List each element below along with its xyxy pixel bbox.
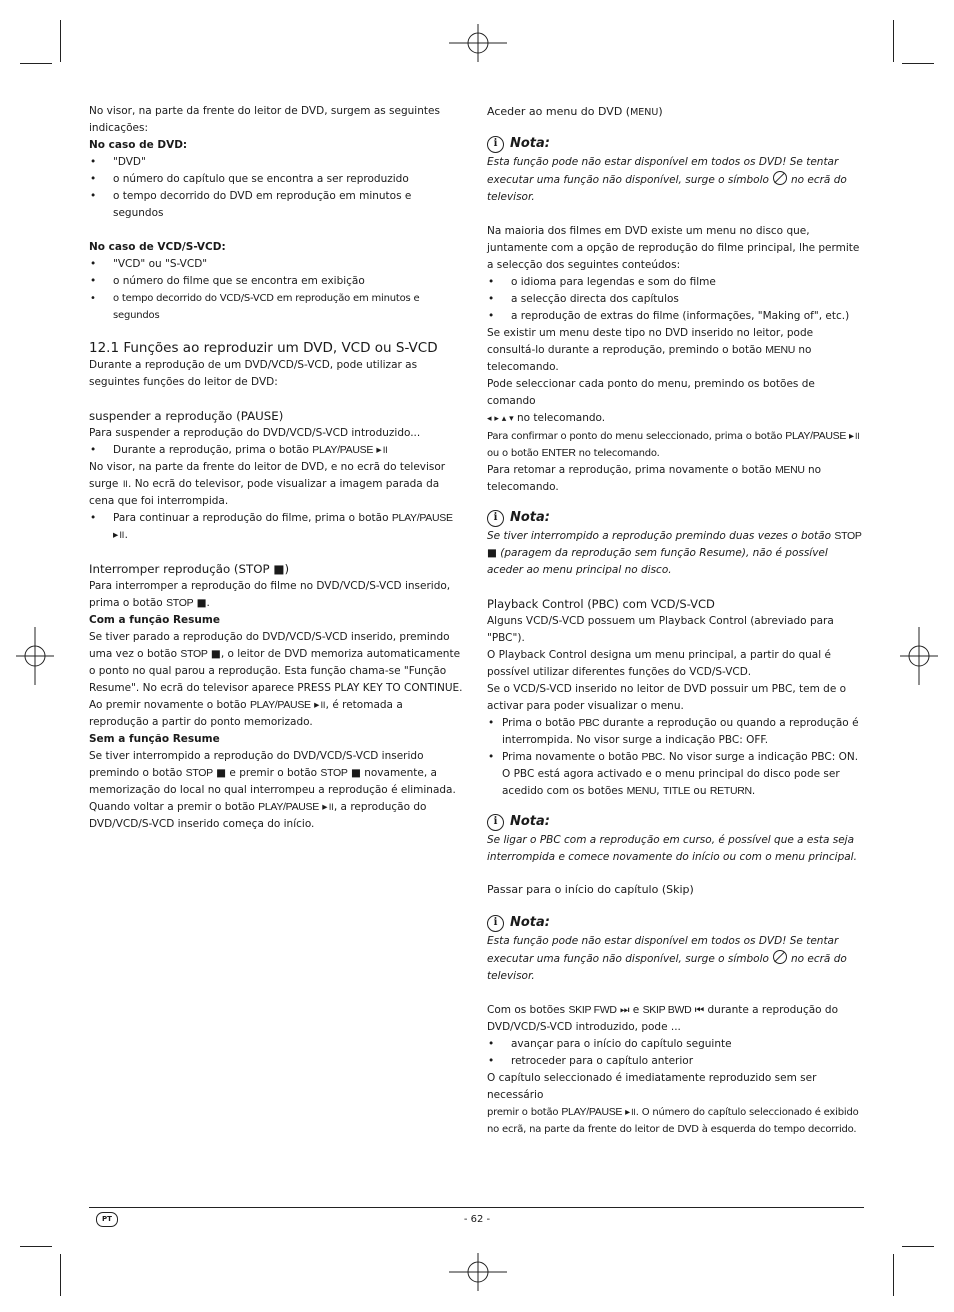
skip-title: Passar para o início do capítulo (Skip) [487, 883, 694, 896]
list-item: • Para continuar a reprodução do filme, prima o botão PLAY/PAUSE ▸॥. [89, 510, 464, 544]
list-item: • retroceder para o capítulo anterior [487, 1053, 864, 1070]
info-icon: i [487, 136, 504, 153]
list-item: • Prima o botão PBC durante a reprodução ou quando a reprodução é interrompida. No visor surge a indicação PBC: OFF. [487, 715, 864, 749]
list-item: • a selecção directa dos capítulos [487, 291, 864, 308]
crop-mark [60, 1254, 61, 1296]
play-pause-icon: ▸॥ [318, 801, 334, 813]
pause-icon: ॥ [121, 478, 129, 490]
info-icon: i [487, 814, 504, 831]
play-pause-icon: ▸॥ [113, 529, 125, 541]
stop-icon: ■ [487, 547, 497, 559]
section-intro: Durante a reprodução de um DVD/VCD/S-VCD, pode utilizar as seguintes funções do leitor de DVD: [89, 359, 418, 388]
arrow-keys-icon: ◂ ▸ ▴ ▾ [487, 414, 514, 424]
crop-mark [893, 1254, 894, 1296]
list-item: • o tempo decorrido do VCD/S-VCD em reprodução em minutos e segundos [89, 290, 464, 324]
stop-icon: ■ [196, 597, 207, 609]
resume-heading: Com a função Resume [89, 614, 220, 626]
crop-mark [20, 63, 52, 64]
skip-text: premir o botão PLAY/PAUSE ▸॥. O número do capítulo seleccionado é exibido no ecrã, na parte da frente do leitor de DVD à esquerda do tempo decorrido. [487, 1106, 859, 1135]
skip-back-icon: ⏮ [694, 1004, 705, 1016]
left-column [89, 103, 464, 833]
menu-list [487, 274, 864, 325]
stop-icon: ■ [216, 767, 227, 779]
list-item: • Prima novamente o botão PBC. No visor surge a indicação PBC: ON. O PBC está agora activado e o menu principal do disco pode ser acedido com os botões MENU, TITLE ou RETURN. [487, 749, 864, 800]
noresume-heading: Sem a função Resume [89, 733, 220, 745]
prohibited-icon [773, 950, 787, 964]
menu-title: Aceder ao menu do DVD (MENU) [487, 105, 663, 118]
page-number: - 62 - [463, 1214, 491, 1225]
menu-text: Na maioria dos filmes em DVD existe um menu no disco que, juntamente com a opção de reprodução do filme principal, lhe permite a selecção dos seguintes conteúdos: [487, 225, 860, 271]
stop-icon: ■ [350, 767, 361, 779]
play-pause-icon: ▸॥ [310, 699, 326, 711]
intro-text: No visor, na parte da frente do leitor de DVD, surgem as seguintes indicações: [89, 105, 440, 134]
crop-mark [60, 20, 61, 62]
skip-text: O capítulo seleccionado é imediatamente reproduzido sem ser necessário [487, 1072, 817, 1101]
note-heading: i Nota: [487, 812, 864, 832]
skip-text: Com os botões SKIP FWD ⏭ e SKIP BWD ⏮ durante a reprodução do DVD/VCD/S-VCD introduzido, pode ... [487, 1004, 839, 1033]
dvd-list [89, 154, 464, 222]
vcd-heading: No caso de VCD/S-VCD: [89, 241, 226, 253]
info-icon: i [487, 915, 504, 932]
pause-text: Para suspender a reprodução do DVD/VCD/S-VCD introduzido... [89, 427, 421, 439]
right-column [487, 103, 864, 1138]
stop-title: Interromper reprodução (STOP ■) [89, 562, 290, 576]
list-item: • "DVD" [89, 154, 464, 171]
note-text: Se tiver interrompido a reprodução premindo duas vezes o botão STOP ■ (paragem da reprodução sem função Resume), não é possível aceder ao menu principal no disco. [487, 530, 862, 576]
note-text: Esta função pode não estar disponível em todos os DVD! Se tentar executar uma função não disponível, surge o símbolo no ecrã do televisor. [487, 156, 847, 203]
play-pause-icon: ▸॥ [846, 431, 860, 442]
registration-mark-icon [449, 1253, 507, 1291]
section-title: 12.1 Funções ao reproduzir um DVD, VCD ou S-VCD [89, 340, 438, 356]
crop-mark [20, 1246, 52, 1247]
play-pause-icon: ▸॥ [373, 444, 388, 456]
pbc-text: Alguns VCD/S-VCD possuem um Playback Control (abreviado para "PBC"). [487, 615, 834, 644]
skip-forward-icon: ⏭ [619, 1004, 630, 1016]
note-text: Se ligar o PBC com a reprodução em curso, é possível que a esta seja interrompida e comece novamente do início ou com o menu principal. [487, 834, 857, 863]
noresume-text: Se tiver interrompido a reprodução do DVD/VCD/S-VCD inserido premindo o botão STOP ■ e premir o botão STOP ■ novamente, a memorização do local no qual interrompeu a reprodução é eliminada. Quando voltar a premir o botão PLAY/PAUSE ▸॥, a reprodução do DVD/VCD/S-VCD inserido começa do início. [89, 750, 456, 830]
vcd-list [89, 256, 464, 324]
list-item: • Durante a reprodução, prima o botão PLAY/PAUSE ▸॥ [89, 442, 464, 459]
registration-mark-icon [449, 24, 507, 62]
menu-text: Se existir um menu deste tipo no DVD inserido no leitor, pode consultá-lo durante a reprodução, premindo o botão MENU no telecomando. [487, 327, 814, 373]
list-item: • o número do capítulo que se encontra a ser reproduzido [89, 171, 464, 188]
menu-text: Para confirmar o ponto do menu seleccionado, prima o botão PLAY/PAUSE ▸॥ ou o botão ENTER no telecomando. [487, 430, 860, 459]
note-heading: i Nota: [487, 508, 864, 528]
list-item: • "VCD" ou "S-VCD" [89, 256, 464, 273]
dvd-heading: No caso de DVD: [89, 139, 188, 151]
crop-mark [893, 20, 894, 62]
prohibited-icon [773, 171, 787, 185]
menu-text: Para retomar a reprodução, prima novamente o botão MENU no telecomando. [487, 464, 822, 493]
menu-text: ◂ ▸ ▴ ▾ no telecomando. [487, 412, 606, 424]
pause-title: suspender a reprodução (PAUSE) [89, 409, 284, 423]
crop-mark [902, 63, 934, 64]
note-heading: i Nota: [487, 913, 864, 933]
footer-rule [89, 1207, 864, 1208]
resume-text: Se tiver parado a reprodução do DVD/VCD/S-VCD inserido, premindo uma vez o botão STOP ■, o leitor de DVD memoriza automaticamente o ponto no qual parou a reprodução. Esta função chama-se "Função Resume". No ecrã do televisor aparece PRESS PLAY KEY TO CONTINUE. Ao premir novamente o botão PLAY/PAUSE ▸॥, é retomada a reprodução a partir do ponto memorizado. [89, 631, 463, 728]
list-item: • avançar para o início do capítulo seguinte [487, 1036, 864, 1053]
stop-text: Para interromper a reprodução do filme no DVD/VCD/S-VCD inserido, prima o botão STOP ■. [89, 580, 451, 609]
play-pause-label: PLAY/PAUSE [312, 444, 374, 456]
play-pause-label: PLAY/PAUSE [391, 512, 453, 524]
stop-icon: ■ [273, 562, 285, 576]
registration-mark-icon [900, 627, 938, 685]
list-item: • a reprodução de extras do filme (informações, "Making of", etc.) [487, 308, 864, 325]
list-item: • o número do filme que se encontra em exibição [89, 273, 464, 290]
pbc-title: Playback Control (PBC) com VCD/S-VCD [487, 597, 715, 611]
menu-text: Pode seleccionar cada ponto do menu, premindo os botões de comando [487, 378, 815, 407]
stop-icon: ■ [210, 648, 221, 660]
info-icon: i [487, 510, 504, 527]
resume-message: PRESS PLAY KEY TO CONTINUE [297, 682, 460, 694]
pbc-text: O Playback Control designa um menu principal, a partir do qual é possível utilizar diferentes funções do VCD/S-VCD. [487, 649, 831, 678]
skip-list [487, 1036, 864, 1070]
note-text: Esta função pode não estar disponível em todos os DVD! Se tentar executar uma função não disponível, surge o símbolo no ecrã do televisor. [487, 935, 847, 982]
crop-mark [902, 1246, 934, 1247]
list-item: • o idioma para legendas e som do filme [487, 274, 864, 291]
play-pause-icon: ▸॥ [622, 1107, 636, 1118]
language-badge: PT [96, 1212, 118, 1227]
pbc-text: Se o VCD/S-VCD inserido no leitor de DVD possuir um PBC, tem de o activar para poder visualizar o menu. [487, 683, 847, 712]
registration-mark-icon [16, 627, 54, 685]
note-heading: i Nota: [487, 134, 864, 154]
list-item: • o tempo decorrido do DVD em reprodução em minutos e segundos [89, 188, 464, 222]
pause-text: No visor, na parte da frente do leitor de DVD, e no ecrã do televisor surge ॥. No ecrã do televisor, pode visualizar a imagem parada da cena que foi interrompida. [89, 461, 446, 507]
